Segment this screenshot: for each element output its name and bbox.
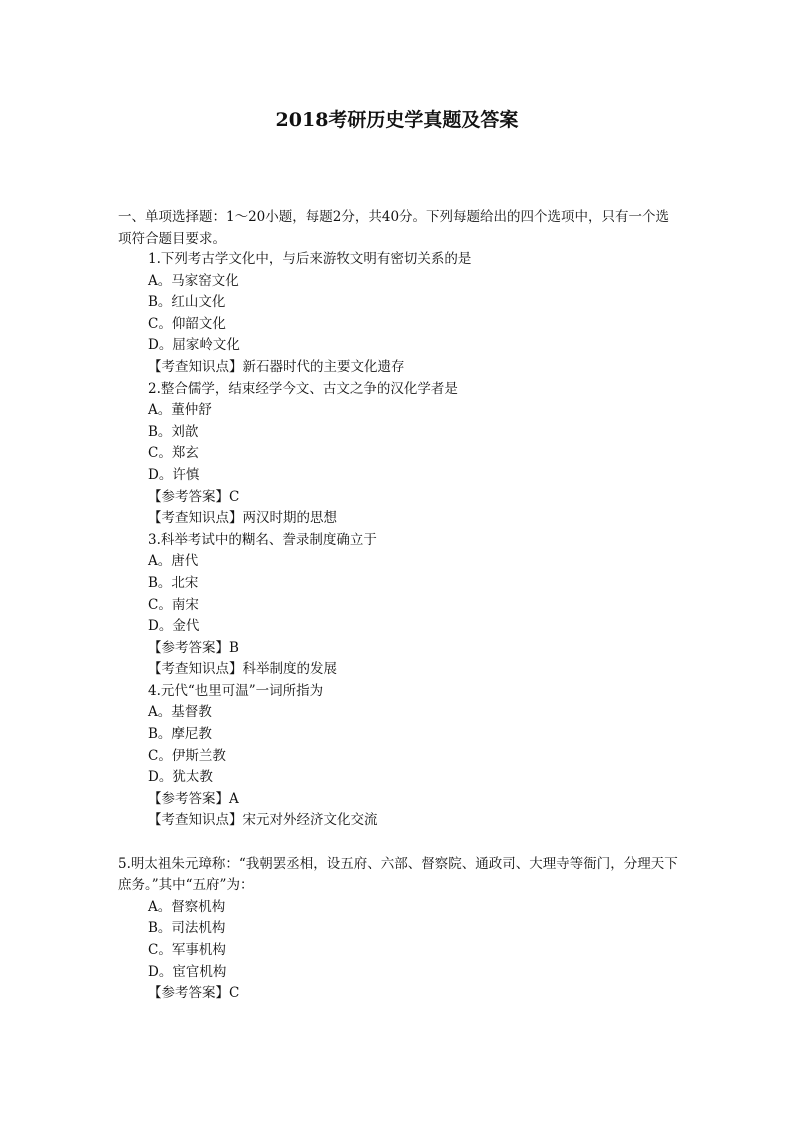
option-b: B。北宋 bbox=[148, 574, 199, 591]
option-a: A。唐代 bbox=[148, 553, 199, 570]
reference-answer: 【参考答案】B bbox=[148, 639, 239, 656]
document-title: 2018考研历史学真题及答案 bbox=[275, 109, 519, 131]
option-a: A。基督教 bbox=[148, 704, 212, 721]
knowledge-point: 【考查知识点】科举制度的发展 bbox=[148, 661, 337, 678]
reference-answer: 【参考答案】C bbox=[148, 488, 240, 505]
reference-answer: 【参考答案】C bbox=[148, 985, 240, 1002]
option-d: D。宦官机构 bbox=[148, 963, 227, 980]
option-b: B。红山文化 bbox=[148, 294, 226, 311]
question-list bbox=[118, 249, 678, 1005]
section-heading: 一、单项选择题：1～20小题，每题2分，共40分。下列每题给出的四个选项中，只有一个选项符合题目要求。 bbox=[118, 209, 670, 247]
option-c: C。南宋 bbox=[148, 596, 199, 613]
knowledge-point: 【考查知识点】两汉时期的思想 bbox=[148, 510, 337, 527]
knowledge-point: 【考查知识点】新石器时代的主要文化遗存 bbox=[148, 358, 405, 375]
question-stem: 1.下列考古学文化中，与后来游牧文明有密切关系的是 bbox=[148, 251, 472, 267]
option-c: C。仰韶文化 bbox=[148, 315, 226, 332]
blank-line bbox=[118, 832, 678, 854]
question-stem: 2.整合儒学，结束经学今文、古文之争的汉化学者是 bbox=[148, 380, 458, 397]
reference-answer: 【参考答案】A bbox=[148, 790, 239, 807]
option-d: D。金代 bbox=[148, 618, 200, 635]
option-d: D。许慎 bbox=[148, 466, 200, 483]
question-stem: 3.科举考试中的糊名、誊录制度确立于 bbox=[148, 531, 377, 548]
option-c: C。伊斯兰教 bbox=[148, 747, 226, 764]
option-c: C。郑玄 bbox=[148, 445, 199, 462]
option-a: A。督察机构 bbox=[148, 898, 226, 915]
option-b: B。司法机构 bbox=[148, 920, 226, 937]
option-c: C。军事机构 bbox=[148, 942, 226, 958]
option-a: A。董仲舒 bbox=[148, 402, 212, 419]
option-b: B。摩尼教 bbox=[148, 726, 212, 743]
option-d: D。犹太教 bbox=[148, 769, 213, 786]
knowledge-point: 【考查知识点】宋元对外经济文化交流 bbox=[148, 812, 378, 829]
option-b: B。刘歆 bbox=[148, 423, 199, 440]
option-a: A。马家窑文化 bbox=[148, 272, 239, 289]
question-stem: 5.明太祖朱元璋称：“我朝罢丞相，设五府、六部、督察院、通政司、大理寺等衙门，分理天下庶务。”其中“五府”为： bbox=[118, 855, 678, 894]
option-d: D。屈家岭文化 bbox=[148, 337, 240, 354]
question-stem: 4.元代“也里可温”一词所指为 bbox=[148, 682, 324, 699]
